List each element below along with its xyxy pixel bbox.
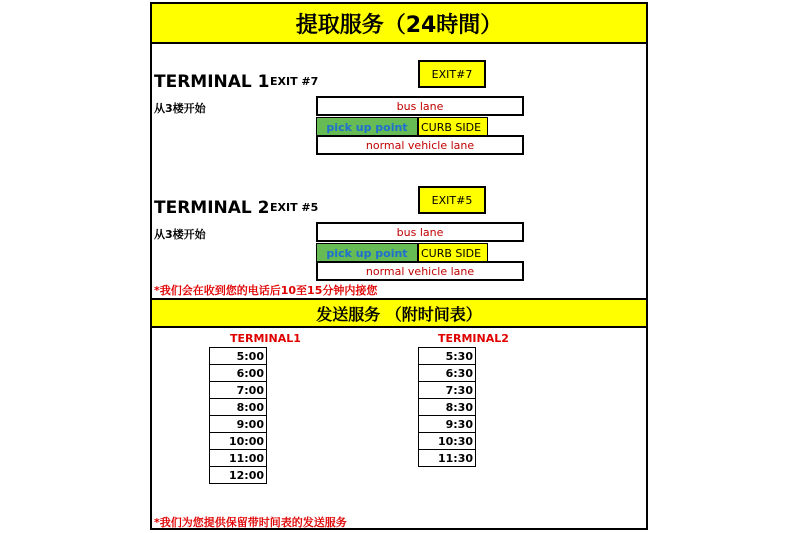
terminal-1-schedule-header: TERMINAL1: [230, 332, 301, 345]
schedule-row: [419, 348, 476, 365]
terminal-2-pickup-point: pick up point: [316, 243, 418, 263]
schedule-time: 6:00: [210, 365, 267, 382]
service-sheet: [150, 2, 648, 530]
pickup-note: *我们会在收到您的电话后10至15分钟内接您: [154, 284, 378, 297]
terminal-1-curb-side: CURB SIDE: [418, 117, 488, 137]
terminal-2-exit-box: EXIT#5: [418, 186, 486, 214]
terminal-1-pickup-point: pick up point: [316, 117, 418, 137]
schedule-time: 9:00: [210, 416, 267, 433]
terminal-2-name: TERMINAL 2: [154, 198, 270, 218]
schedule-time: 11:00: [210, 450, 267, 467]
schedule-row: [419, 450, 476, 467]
schedule-row: [419, 382, 476, 399]
schedule-time: 6:30: [419, 365, 476, 382]
terminal-1-exit-label: EXIT #7: [270, 75, 319, 88]
schedule-row: [210, 433, 267, 450]
terminal-1-schedule-table: [209, 347, 267, 484]
schedule-time: 9:30: [419, 416, 476, 433]
terminal-2-curb-side: CURB SIDE: [418, 243, 488, 263]
terminal-2-normal-lane: normal vehicle lane: [316, 261, 524, 281]
terminal-1-exit-box: EXIT#7: [418, 60, 486, 88]
schedule-time: 7:00: [210, 382, 267, 399]
schedule-time: 10:30: [419, 433, 476, 450]
schedule-row: [419, 365, 476, 382]
terminal-2-bus-lane: bus lane: [316, 222, 524, 242]
terminal-2-exit-label: EXIT #5: [270, 201, 319, 214]
schedule-row: [210, 467, 267, 484]
schedule-row: [210, 416, 267, 433]
terminal-1-pickup-row: [316, 117, 488, 137]
terminal-2-pickup-row: [316, 243, 488, 263]
terminal-1-bus-lane: bus lane: [316, 96, 524, 116]
schedule-time: 12:00: [210, 467, 267, 484]
schedule-row: [210, 348, 267, 365]
terminal-2-schedule-table: [418, 347, 476, 467]
schedule-row: [210, 399, 267, 416]
schedule-time: 7:30: [419, 382, 476, 399]
terminal-1-normal-lane: normal vehicle lane: [316, 135, 524, 155]
schedule-time: 10:00: [210, 433, 267, 450]
schedule-row: [210, 450, 267, 467]
schedule-time: 11:30: [419, 450, 476, 467]
schedule-time: 5:00: [210, 348, 267, 365]
schedule-time: 5:30: [419, 348, 476, 365]
schedule-time: 8:00: [210, 399, 267, 416]
schedule-row: [419, 416, 476, 433]
schedule-time: 8:30: [419, 399, 476, 416]
terminal-2-floor-note: 从3楼开始: [154, 228, 206, 241]
terminal-1-block: [152, 67, 646, 182]
dropoff-section-title: 发送服务 （附时间表）: [152, 298, 646, 328]
terminal-1-floor-note: 从3楼开始: [154, 102, 206, 115]
schedule-row: [210, 365, 267, 382]
schedule-row: [419, 433, 476, 450]
terminal-1-name: TERMINAL 1: [154, 72, 270, 92]
dropoff-note: *我们为您提供保留带时间表的发送服务: [154, 516, 347, 529]
terminal-2-schedule-header: TERMINAL2: [438, 332, 509, 345]
page-title: 提取服务（24時間）: [152, 4, 646, 44]
schedule-row: [419, 399, 476, 416]
schedule-row: [210, 382, 267, 399]
